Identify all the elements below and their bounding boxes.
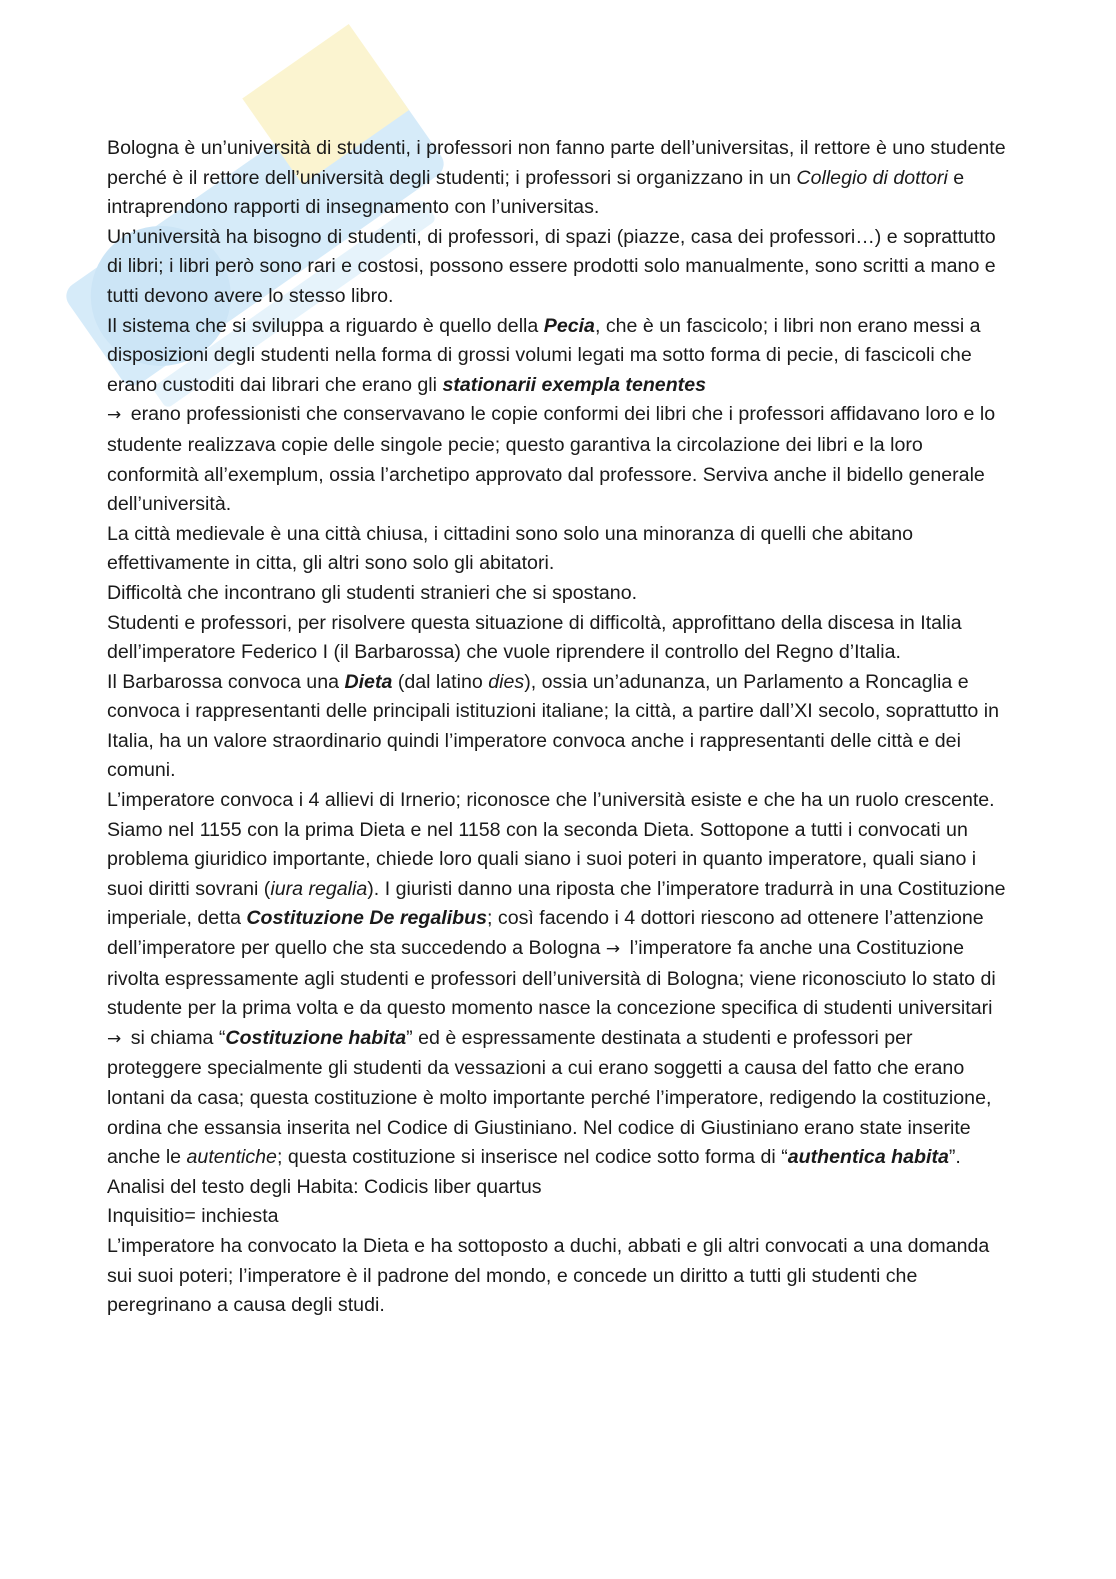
document-body — [107, 134, 1012, 1321]
term-authentica-habita: authentica habita — [787, 1146, 949, 1169]
paragraph-8 — [107, 786, 1012, 1173]
text-run: ; questa costituzione si inserisce nel codice sotto forma di “ — [276, 1146, 788, 1169]
text-run: ), ossia un’adunanza, un Parlamento a Roncaglia e convoca i rappresentanti delle principali istituzioni italiane; la città, a partire dall’XI secolo, soprattutto in Italia, ha un valore straordinario quindi l’imperatore convoca anche i rappresentanti delle città e dei comuni. — [107, 670, 999, 782]
text-run: ” ed è espressamente destinata a studenti e professori per proteggere specialmente gli studenti da vessazioni a cui erano soggetti a causa del fatto che erano lontani da casa; questa costituzione è molto importante perché l’imperatore, redigendo la costituzione, ordina che essansia inserita nel Codice di Giustiniano. Nel codice di Giustiniano erano state inserite anche le — [107, 1026, 992, 1169]
arrow-right-icon: → — [107, 405, 122, 426]
text-run: l’imperatore fa anche una Costituzione rivolta espressamente agli studenti e professori dell’università di Bologna; viene riconosciuto lo stato di studente per la prima volta e da questo momento nasce la concezione specifica di studenti universitari — [107, 937, 996, 1020]
text-run: , che è un fascicolo; i libri non erano messi a disposizioni degli studenti nella forma di grossi volumi legati ma sotto forma di pecie, di fascicoli che erano custoditi dai librari che erano gli — [107, 314, 981, 396]
term-costituzione-habita: Costituzione habita — [225, 1026, 407, 1049]
paragraph-11: L’imperatore ha convocato la Dieta e ha sottoposto a duchi, abbati e gli altri convocati a una domanda sui suoi poteri; l’imperatore è il padrone del mondo, e concede un diritto a tutti gli studenti che peregrinano a causa degli studi. — [107, 1234, 990, 1317]
paragraph-7 — [107, 668, 1012, 786]
term-pecia: Pecia — [543, 314, 595, 337]
term-de-regalibus: Costituzione De regalibus — [246, 907, 488, 930]
text-run: si chiama “ — [125, 1026, 226, 1049]
arrow-right-icon: → — [107, 1028, 122, 1049]
text-run: Bologna è un’università di studenti, i professori non fanno parte dell’universitas, il rettore è uno studente perché è il rettore dell’università degli studenti; i professori si organizzano in un — [107, 137, 1006, 189]
text-run: L’imperatore convoca i 4 allievi di Irnerio; riconosce che l’università esiste e che ha un ruolo crescente. Siamo nel 1155 con la prima Dieta e nel 1158 con la seconda Dieta. Sottopone a tutti i convocati un problema giuridico importante, chiede loro quali siano i suoi poteri in quanto imperatore, quali siano i suoi diritti sovrani ( — [107, 789, 995, 900]
text-run: (dal latino — [392, 670, 489, 693]
arrow-right-icon: → — [605, 939, 621, 960]
text-run: Il Barbarossa convoca una — [107, 670, 345, 693]
paragraph-1 — [107, 134, 1012, 223]
text-run: erano professionisti che conservavano le copie conformi dei libri che i professori affidavano loro e lo studente realizzava copie delle singole pecie; questo garantiva la circolazione dei libri e la loro conformità all’exemplum, ossia l’archetipo approvato dal professore. Serviva anche il bidello generale dell’università. — [107, 403, 996, 516]
term-autentiche: autentiche — [186, 1146, 277, 1169]
text-run: ”. — [948, 1146, 961, 1169]
paragraph-2: Un’università ha bisogno di studenti, di professori, di spazi (piazze, casa dei professori…) e soprattutto di libri; i libri però sono rari e costosi, possono essere prodotti solo manualmente, sono scritti a mano e tutti devono avere lo stesso libro. — [107, 225, 996, 307]
term-iura-regalia: iura regalia — [270, 877, 368, 900]
term-stationarii: stationarii exempla tenentes — [442, 373, 706, 396]
paragraph-9: Analisi del testo degli Habita: Codicis liber quartus — [107, 1175, 542, 1198]
paragraph-10: Inquisitio= inchiesta — [107, 1205, 279, 1228]
paragraph-3 — [107, 312, 1012, 520]
paragraph-4: La città medievale è una città chiusa, i cittadini sono solo una minoranza di quelli che abitano effettivamente in citta, gli altri sono solo gli abitatori. — [107, 522, 914, 575]
term-collegio-di-dottori: Collegio di dottori — [796, 166, 948, 189]
text-run: e intraprendono rapporti di insegnamento con l’universitas. — [107, 166, 965, 219]
paragraph-5: Difficoltà che incontrano gli studenti stranieri che si spostano. — [107, 581, 638, 604]
text-run: ). I giuristi danno una riposta che l’imperatore tradurrà in una Costituzione imperiale, detta — [107, 877, 1006, 930]
text-run: ; così facendo i 4 dottori riescono ad ottenere l’attenzione dell’imperatore per quello che sta succedendo a Bologna — [107, 907, 984, 960]
paragraph-6: Studenti e professori, per risolvere questa situazione di difficoltà, approfittano della discesa in Italia dell’imperatore Federico I (il Barbarossa) che vuole riprendere il controllo del Regno d’Italia. — [107, 611, 962, 664]
term-dies: dies — [488, 670, 525, 693]
text-run: Il sistema che si sviluppa a riguardo è quello della — [107, 314, 544, 337]
term-dieta: Dieta — [344, 670, 393, 693]
